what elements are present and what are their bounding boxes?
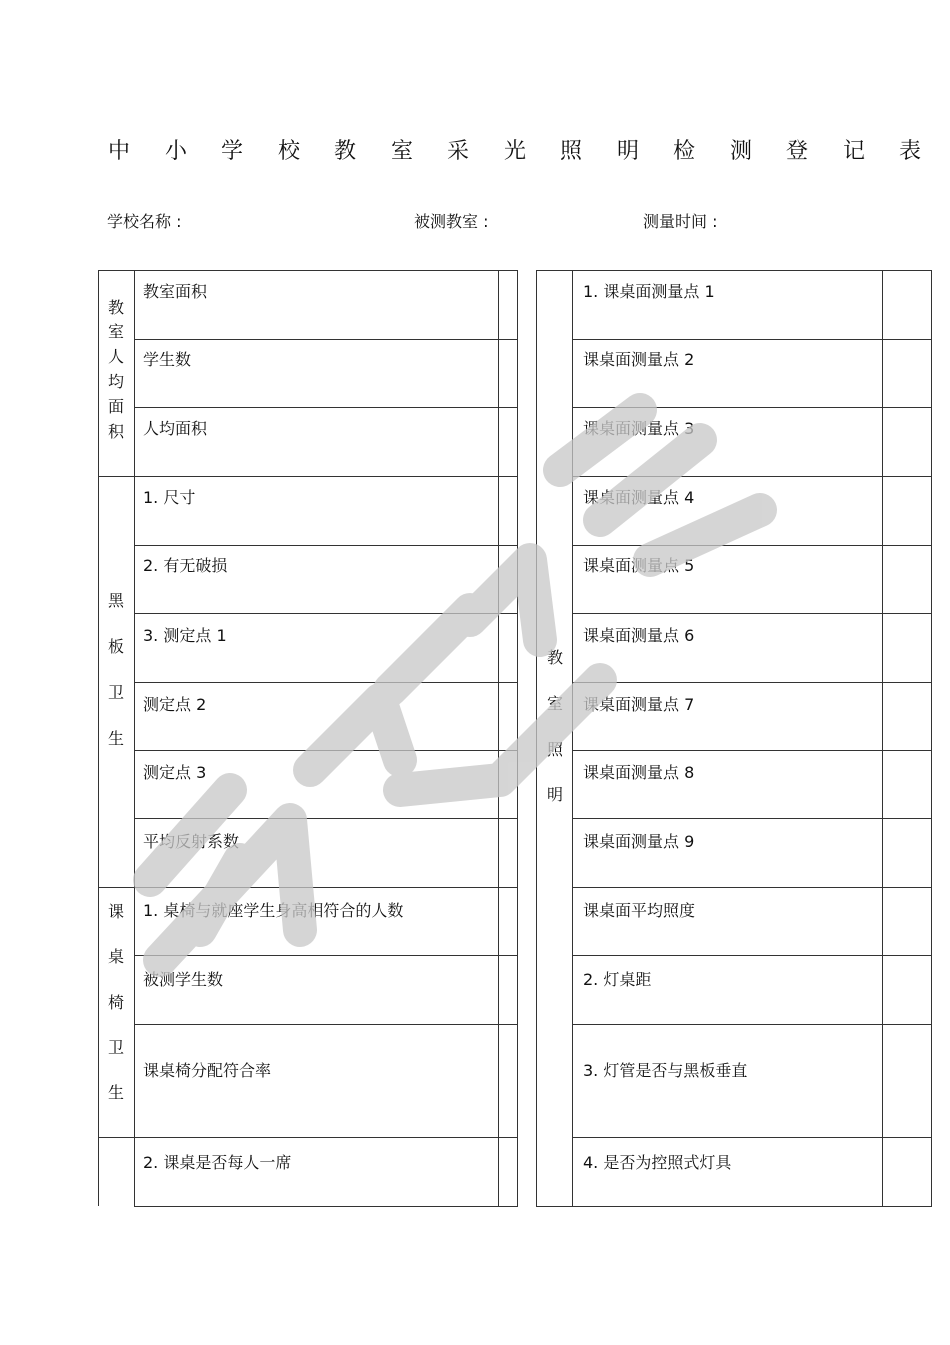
group-label-char: 室 (546, 694, 563, 713)
group-label-char: 生 (107, 729, 124, 748)
table-border (536, 270, 537, 1206)
row-label: 2. 课桌是否每人一席 (143, 1153, 292, 1172)
table-border (98, 887, 518, 888)
table-border (572, 613, 932, 614)
title-char: 照 (560, 139, 583, 164)
group-label-char: 人 (107, 347, 124, 366)
row-label: 2. 灯桌距 (583, 970, 652, 989)
group-label-char: 卫 (107, 1038, 124, 1057)
group-label-char: 板 (107, 637, 124, 656)
row-label: 被测学生数 (143, 970, 224, 989)
table-border (134, 339, 518, 340)
table-border (134, 407, 518, 408)
row-label: 课桌面测量点 8 (583, 763, 695, 782)
table-border (572, 476, 932, 477)
row-label: 2. 有无破损 (143, 556, 228, 575)
row-label: 平均反射系数 (143, 832, 240, 851)
row-label: 人均面积 (143, 419, 208, 438)
row-label: 课桌面测量点 4 (583, 488, 695, 507)
table-border (572, 1024, 932, 1025)
table-border (134, 955, 518, 956)
row-label: 课桌面测量点 9 (583, 832, 695, 851)
row-label: 课桌面测量点 3 (583, 419, 695, 438)
table-border (931, 270, 932, 1206)
title-char: 明 (617, 139, 640, 164)
table-border (98, 1137, 518, 1138)
group-label-char: 课 (107, 902, 124, 921)
table-border (98, 476, 518, 477)
school-name-label: 学校名称 : (107, 212, 182, 231)
title-char: 小 (165, 139, 188, 164)
group-label-char: 教 (546, 648, 563, 667)
table-border (498, 270, 499, 1206)
watermark-stroke (390, 610, 470, 690)
title-char: 光 (504, 139, 527, 164)
row-label: 课桌面测量点 6 (583, 626, 695, 645)
row-label: 课桌面平均照度 (583, 901, 696, 920)
row-label: 学生数 (143, 350, 192, 369)
title-char: 登 (786, 139, 809, 164)
table-border (134, 682, 518, 683)
group-label-char: 面 (107, 397, 124, 416)
table-border (882, 270, 883, 1206)
table-border (134, 750, 518, 751)
table-border (572, 545, 932, 546)
table-border (517, 270, 518, 1206)
title-char: 室 (391, 139, 414, 164)
row-label: 3. 测定点 1 (143, 626, 227, 645)
row-label: 课桌面测量点 7 (583, 695, 695, 714)
table-border (134, 545, 518, 546)
table-border (572, 750, 932, 751)
watermark-stroke (310, 700, 400, 770)
row-label: 课桌椅分配符合率 (143, 1061, 272, 1080)
row-label: 4. 是否为控照式灯具 (583, 1153, 732, 1172)
title-char: 表 (899, 139, 922, 164)
group-label-char: 积 (107, 422, 124, 441)
measure-time-label: 测量时间 : (643, 212, 718, 231)
group-label-char: 黑 (107, 591, 124, 610)
row-label: 课桌面测量点 2 (583, 350, 695, 369)
row-label: 测定点 3 (143, 763, 207, 782)
table-border (572, 887, 932, 888)
title-char: 学 (221, 139, 244, 164)
table-border (98, 270, 518, 271)
classroom-label: 被测教室 : (414, 212, 489, 231)
table-border (572, 339, 932, 340)
row-label: 1. 桌椅与就座学生身高相符合的人数 (143, 901, 404, 920)
title-char: 采 (447, 139, 470, 164)
watermark-stroke (470, 560, 540, 640)
table-border (572, 955, 932, 956)
row-label: 1. 尺寸 (143, 488, 196, 507)
table-border (134, 1206, 518, 1207)
table-border (134, 613, 518, 614)
group-label-char: 生 (107, 1083, 124, 1102)
table-border (536, 1206, 932, 1207)
group-label-char: 室 (107, 322, 124, 341)
row-label: 1. 课桌面测量点 1 (583, 282, 715, 301)
table-border (572, 270, 573, 1206)
table-border (572, 682, 932, 683)
table-border (134, 818, 518, 819)
title-char: 中 (108, 139, 131, 164)
table-border (98, 270, 99, 1206)
group-label-char: 教 (107, 298, 124, 317)
title-char: 检 (673, 139, 696, 164)
group-label-char: 卫 (107, 683, 124, 702)
watermark-stroke (600, 440, 700, 520)
row-label: 教室面积 (143, 282, 208, 301)
table-border (572, 818, 932, 819)
watermark-stroke (400, 680, 600, 790)
table-border (572, 407, 932, 408)
table-border (536, 270, 932, 271)
table-border (572, 1137, 932, 1138)
group-label-char: 明 (546, 785, 563, 804)
group-label-char: 椅 (107, 993, 124, 1012)
title-char: 校 (278, 139, 301, 164)
watermark-stroke (650, 510, 760, 560)
group-label-char: 照 (546, 740, 563, 759)
table-border (134, 270, 135, 1206)
row-label: 测定点 2 (143, 695, 207, 714)
row-label: 课桌面测量点 5 (583, 556, 695, 575)
table-border (134, 1024, 518, 1025)
title-char: 记 (843, 139, 866, 164)
group-label-char: 桌 (107, 947, 124, 966)
group-label-char: 均 (107, 372, 124, 391)
row-label: 3. 灯管是否与黑板垂直 (583, 1061, 748, 1080)
title-char: 教 (334, 139, 357, 164)
title-char: 测 (730, 139, 753, 164)
